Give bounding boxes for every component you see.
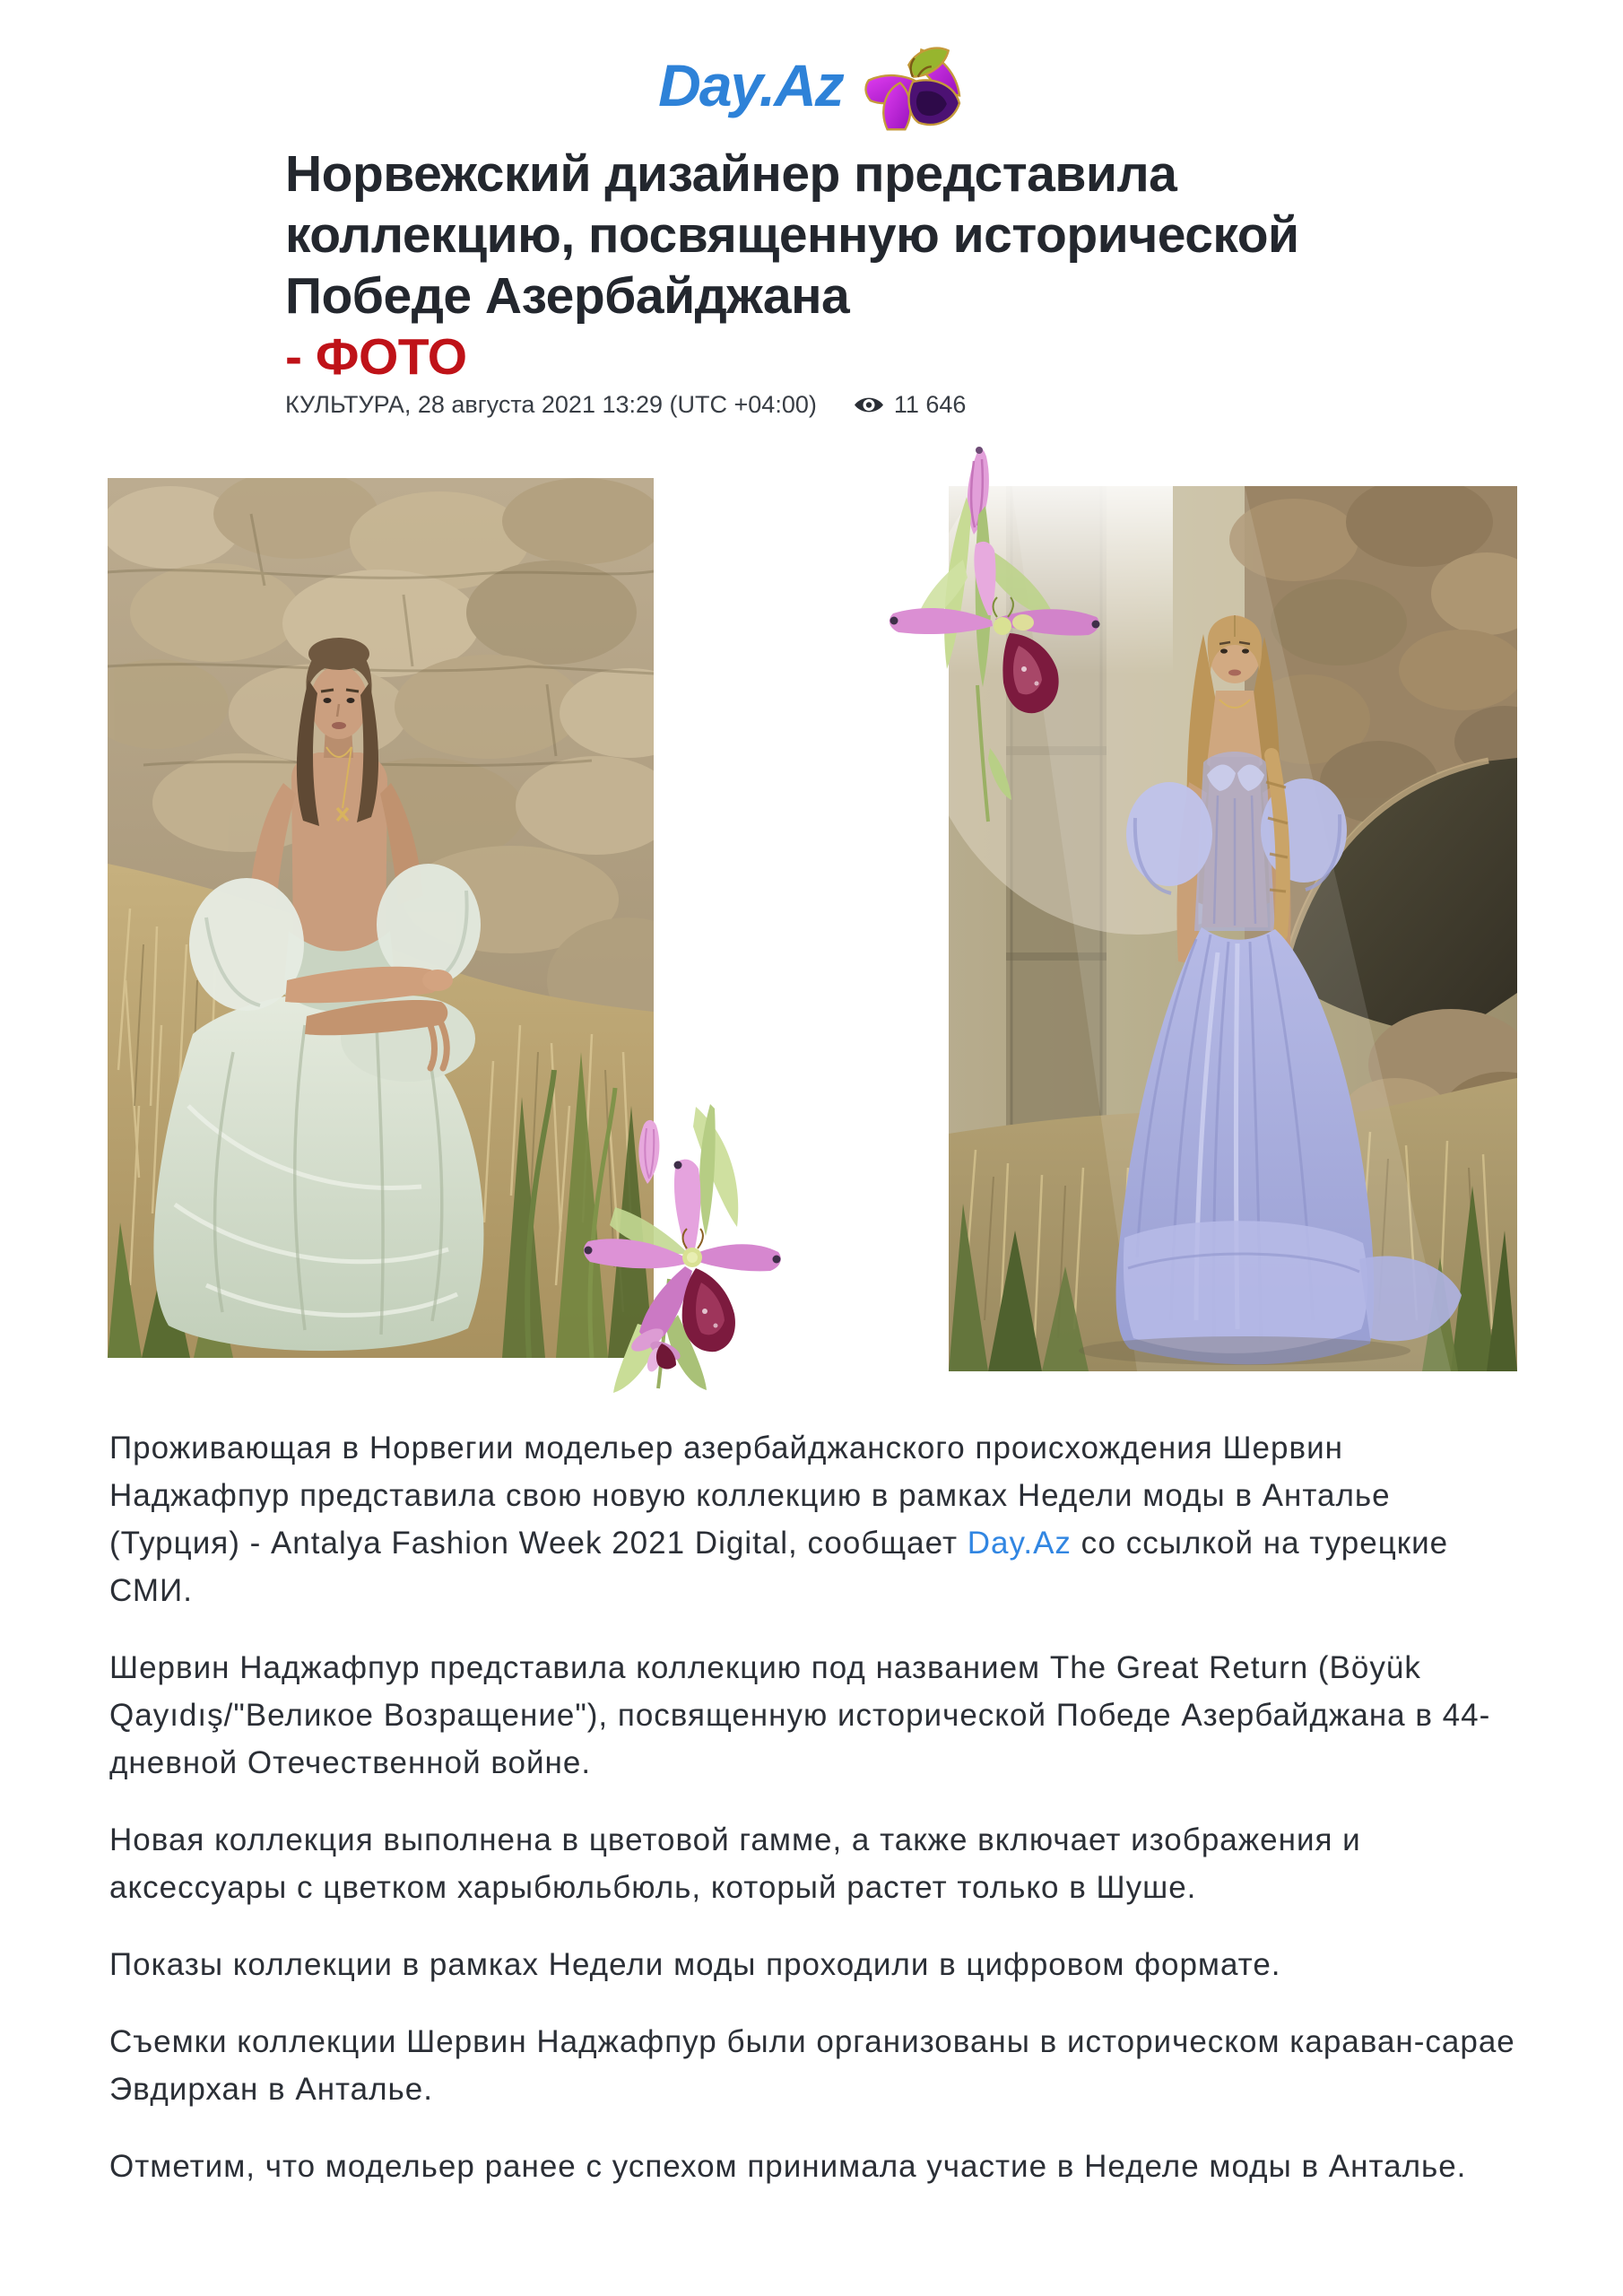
title-line-3-text: Победе Азербайджана — [285, 267, 850, 325]
article-meta — [285, 391, 966, 419]
article-photo-mint-dress[interactable] — [108, 478, 654, 1358]
site-logo[interactable] — [0, 36, 1623, 135]
view-count: 11 646 — [893, 391, 967, 418]
dayaz-inline-link[interactable]: Day.Az — [967, 1526, 1072, 1561]
article-title — [285, 144, 1299, 387]
paragraph-1 — [109, 1424, 1524, 1614]
paragraph-2: Шервин Наджафпур представила коллекцию под названием The Great Return (Böyük Qayıdış/"Великое Возращение"), посвященную исторической Победе Азербайджана в 44-дневной Отечественной войне. — [109, 1650, 1491, 1780]
title-photo-accent: - ФОТО — [285, 328, 467, 386]
mint-dress-photo-scene — [108, 478, 654, 1358]
paragraph-6: Отметим, что модельер ранее с успехом принимала участие в Неделе моды в Анталье. — [109, 2149, 1467, 2184]
paragraph-5: Съемки коллекции Шервин Наджафпур были организованы в историческом караван-сарае Эвдирхан в Анталье. — [109, 2024, 1515, 2107]
paragraph-4: Показы коллекции в рамках Недели моды проходили в цифровом формате. — [109, 1947, 1281, 1982]
view-counter — [853, 391, 967, 419]
paragraph-1-text: Проживающая в Норвегии модельер азербайджанского происхождения Шервин Наджафпур представила свою новую коллекцию в рамках Недели моды в Анталье (Турция) - Antalya Fashion Week 2021 Digital, сообщает — [109, 1431, 1391, 1561]
article-photo-lavender-dress[interactable] — [949, 486, 1517, 1371]
lavender-dress-photo-scene — [949, 486, 1517, 1371]
category-and-date: КУЛЬТУРА, 28 августа 2021 13:29 (UTC +04:00) — [285, 391, 817, 418]
orchid-flower-icon — [861, 41, 965, 135]
paragraph-1-tail: со ссылкой на турецкие СМИ. — [109, 1526, 1449, 1608]
title-line-2: коллекцию, посвященную исторической — [285, 206, 1299, 264]
title-line-3 — [285, 265, 1299, 387]
article-body — [109, 1424, 1524, 2220]
eye-icon — [853, 393, 885, 417]
paragraph-3: Новая коллекция выполнена в цветовой гамме, а также включает изображения и аксессуары с цветком харыбюльбюль, который растет только в Шуше. — [109, 1822, 1361, 1905]
logo-text: Day.Az — [658, 52, 843, 118]
title-line-1: Норвежский дизайнер представила — [285, 145, 1177, 203]
